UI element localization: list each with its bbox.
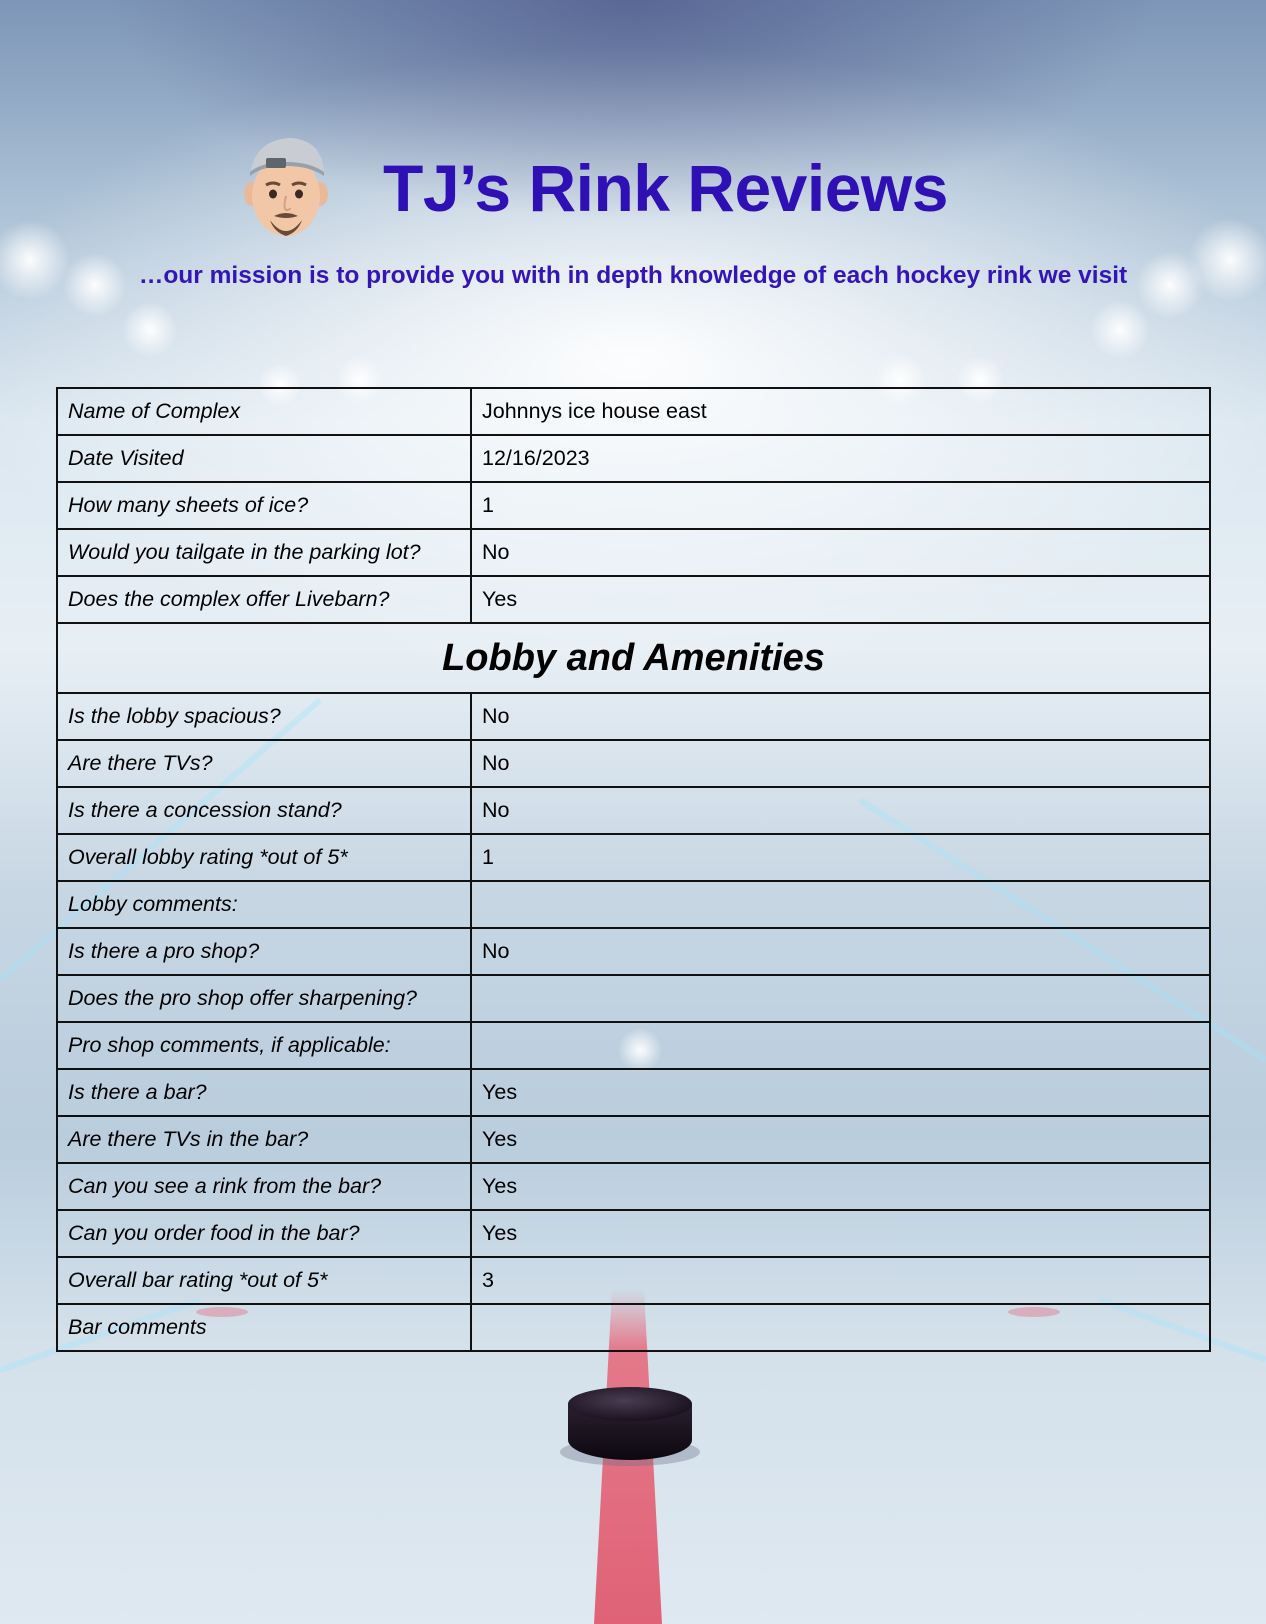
- answer-cell: [471, 1022, 1210, 1069]
- table-row: [57, 435, 1210, 482]
- answer-cell: Yes: [471, 1163, 1210, 1210]
- question-cell: Pro shop comments, if applicable:: [57, 1022, 471, 1069]
- answer-cell: 1: [471, 834, 1210, 881]
- table-row: [57, 787, 1210, 834]
- question-cell: Overall bar rating *out of 5*: [57, 1257, 471, 1304]
- answer-cell: No: [471, 529, 1210, 576]
- question-cell: Is there a pro shop?: [57, 928, 471, 975]
- mission-statement: …our mission is to provide you with in depth knowledge of each hockey rink we visit: [138, 262, 1128, 289]
- question-cell: Overall lobby rating *out of 5*: [57, 834, 471, 881]
- answer-cell: Yes: [471, 1069, 1210, 1116]
- answer-cell: [471, 975, 1210, 1022]
- answer-cell: Yes: [471, 576, 1210, 623]
- question-cell: Are there TVs in the bar?: [57, 1116, 471, 1163]
- answer-cell: 3: [471, 1257, 1210, 1304]
- memoji-avatar-icon: [240, 132, 332, 248]
- table-row: [57, 1069, 1210, 1116]
- table-row: [57, 576, 1210, 623]
- question-cell: Is there a concession stand?: [57, 787, 471, 834]
- question-cell: Lobby comments:: [57, 881, 471, 928]
- answer-cell: Yes: [471, 1116, 1210, 1163]
- section-header-row: [57, 623, 1210, 693]
- table-row: [57, 881, 1210, 928]
- question-cell: Can you order food in the bar?: [57, 1210, 471, 1257]
- table-row: [57, 1163, 1210, 1210]
- answer-cell: [471, 1304, 1210, 1351]
- answer-cell: 1: [471, 482, 1210, 529]
- answer-cell: No: [471, 740, 1210, 787]
- answer-cell: Yes: [471, 1210, 1210, 1257]
- question-cell: Does the complex offer Livebarn?: [57, 576, 471, 623]
- hockey-puck-icon: [560, 1387, 700, 1466]
- question-cell: Bar comments: [57, 1304, 471, 1351]
- section-title-lobby: Lobby and Amenities: [57, 623, 1210, 693]
- rink-review-table: [56, 387, 1211, 1352]
- question-cell: Is there a bar?: [57, 1069, 471, 1116]
- answer-cell: 12/16/2023: [471, 435, 1210, 482]
- table-row: [57, 529, 1210, 576]
- table-row: [57, 975, 1210, 1022]
- question-cell: Does the pro shop offer sharpening?: [57, 975, 471, 1022]
- table-row: [57, 1022, 1210, 1069]
- question-cell: Can you see a rink from the bar?: [57, 1163, 471, 1210]
- answer-cell: No: [471, 787, 1210, 834]
- site-title: TJ’s Rink Reviews: [383, 151, 948, 225]
- table-row: [57, 482, 1210, 529]
- question-cell: Is the lobby spacious?: [57, 693, 471, 740]
- question-cell: Date Visited: [57, 435, 471, 482]
- table-row: [57, 1116, 1210, 1163]
- answer-cell: [471, 881, 1210, 928]
- table-row: [57, 693, 1210, 740]
- table-row: [57, 1257, 1210, 1304]
- answer-cell: Johnnys ice house east: [471, 388, 1210, 435]
- question-cell: Name of Complex: [57, 388, 471, 435]
- question-cell: Are there TVs?: [57, 740, 471, 787]
- table-row: [57, 1304, 1210, 1351]
- page-header: [0, 120, 1266, 250]
- table-row: [57, 740, 1210, 787]
- question-cell: Would you tailgate in the parking lot?: [57, 529, 471, 576]
- table-row: [57, 928, 1210, 975]
- question-cell: How many sheets of ice?: [57, 482, 471, 529]
- table-row: [57, 834, 1210, 881]
- answer-cell: No: [471, 693, 1210, 740]
- answer-cell: No: [471, 928, 1210, 975]
- table-row: [57, 1210, 1210, 1257]
- table-row: [57, 388, 1210, 435]
